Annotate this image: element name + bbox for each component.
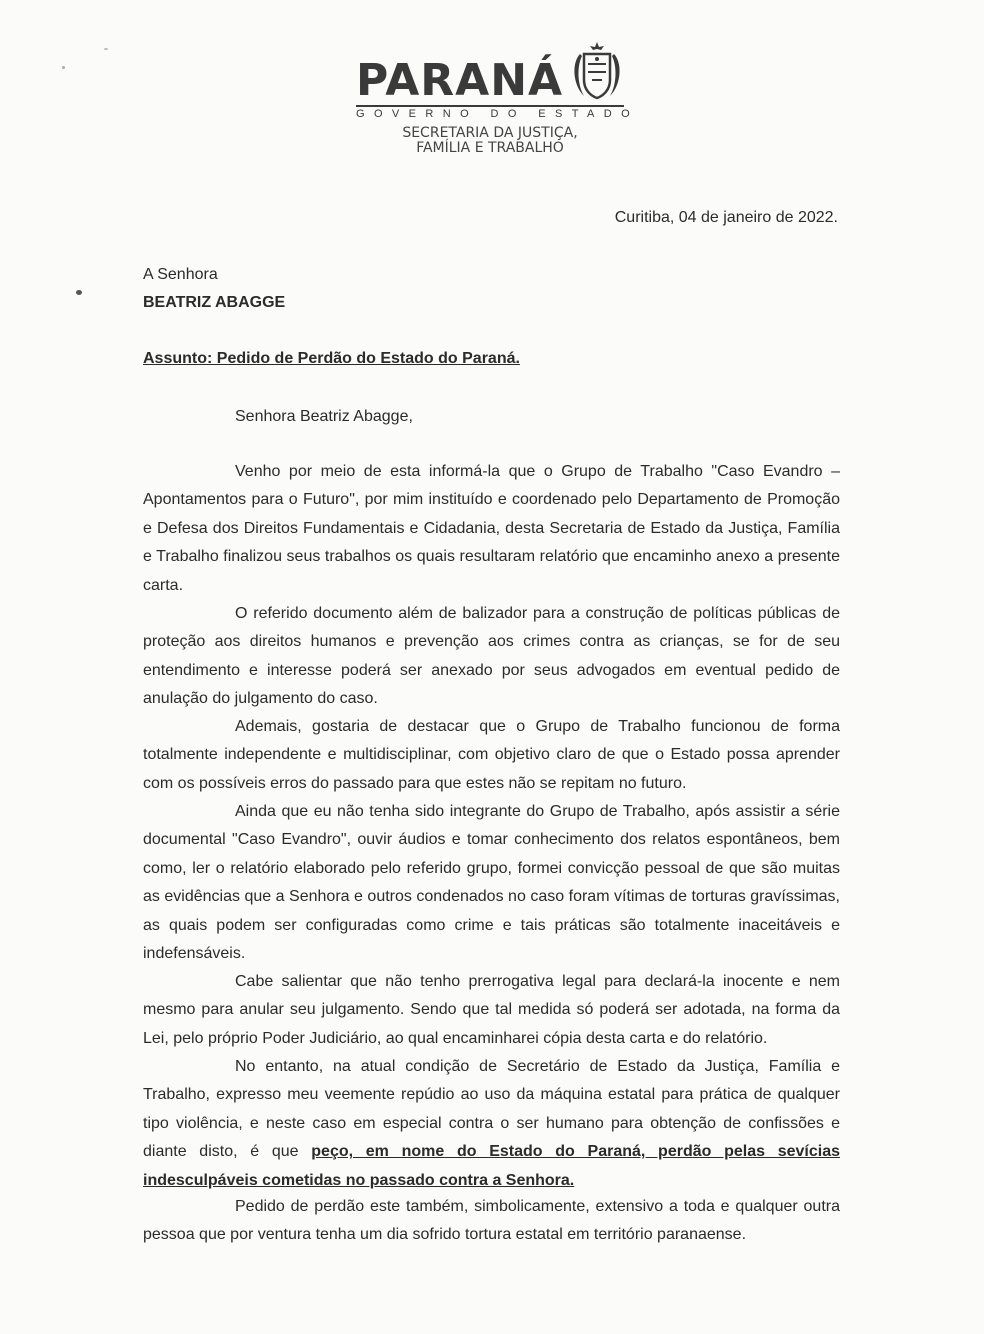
brand-name: PARANÁ bbox=[356, 55, 564, 106]
paragraph-6 bbox=[143, 1053, 840, 1195]
paragraph-6-text: No entanto, na atual condição de Secretário de Estado da Justiça, Família e Trabalho, expresso meu veemente repúdio ao uso da máquina estatal para prática de qualquer tipo violência, e neste caso em especial contra o ser humano para obtenção de confissões e diante disto, é que bbox=[143, 1058, 840, 1161]
paragraph-7: Pedido de perdão este também, simbolicamente, extensivo a toda e qualquer outra pessoa que por ventura tenha um dia sofrido tortura estatal em território paranaense. bbox=[143, 1198, 840, 1244]
secretaria-line-1: SECRETARIA DA JUSTIÇA, bbox=[402, 125, 578, 141]
recipient-name: BEATRIZ ABAGGE bbox=[143, 294, 286, 311]
letterhead bbox=[340, 38, 640, 168]
paragraph-4: Ainda que eu não tenha sido integrante do Grupo de Trabalho, após assistir a série documental "Caso Evandro", ouvir áudios e tomar conhecimento dos relatos espontâneos, bem como, ler o relatório elaborado pelo referido grupo, formei convicção pessoal de que são muitas as evidências que a Senhora e outros condenados no caso foram vítimas de torturas gravíssimas, as quais podem ser configuradas como crime e tais práticas são totalmente inaceitáveis e indefensáveis. bbox=[143, 803, 840, 963]
scan-speck bbox=[76, 290, 82, 295]
brand-divider bbox=[356, 105, 624, 107]
secretaria-name bbox=[340, 126, 640, 156]
recipient-salutation: A Senhora bbox=[143, 266, 218, 283]
paragraph-6-emphasis: peço, em nome do Estado do Paraná, perdão pelas sevícias indesculpáveis cometidas no passado contra a Senhora. bbox=[143, 1143, 840, 1189]
letter-date: Curitiba, 04 de janeiro de 2022. bbox=[614, 209, 838, 226]
paragraph-1: Venho por meio de esta informá-la que o Grupo de Trabalho "Caso Evandro – Apontamentos para o Futuro", por mim instituído e coordenado pelo Departamento de Promoção e Defesa dos Direitos Fundamentais e Cidadania, desta Secretaria de Estado da Justiça, Família e Trabalho finalizou seus trabalhos os quais resultaram relatório que encaminho anexo a presente carta. bbox=[143, 463, 840, 594]
paragraph-2: O referido documento além de balizador para a construção de políticas públicas de proteção aos direitos humanos e prevenção aos crimes contra as crianças, se for de seu entendimento e interesse poderá ser anexado por seus advogados em eventual pedido de anulação do julgamento do caso. bbox=[143, 605, 840, 708]
brand-subtitle: GOVERNO DO ESTADO bbox=[356, 108, 640, 120]
letter-greeting: Senhora Beatriz Abagge, bbox=[235, 408, 413, 425]
coat-of-arms-icon bbox=[568, 40, 626, 104]
scan-speck bbox=[104, 48, 108, 50]
paragraph-5: Cabe salientar que não tenho prerrogativa legal para declará-la inocente e nem mesmo para anular seu julgamento. Sendo que tal medida só poderá ser adotada, na forma da Lei, pelo próprio Poder Judiciário, ao qual encaminharei cópia desta carta e do relatório. bbox=[143, 973, 840, 1047]
secretaria-line-2: FAMÍLIA E TRABALHO bbox=[416, 140, 564, 156]
paragraph-3: Ademais, gostaria de destacar que o Grupo de Trabalho funcionou de forma totalmente independente e multidisciplinar, com objetivo claro de que o Estado possa aprender com os possíveis erros do passado para que estes não se repitam no futuro. bbox=[143, 718, 840, 792]
scan-speck bbox=[62, 66, 65, 69]
letter-subject: Assunto: Pedido de Perdão do Estado do Paraná. bbox=[143, 350, 520, 367]
